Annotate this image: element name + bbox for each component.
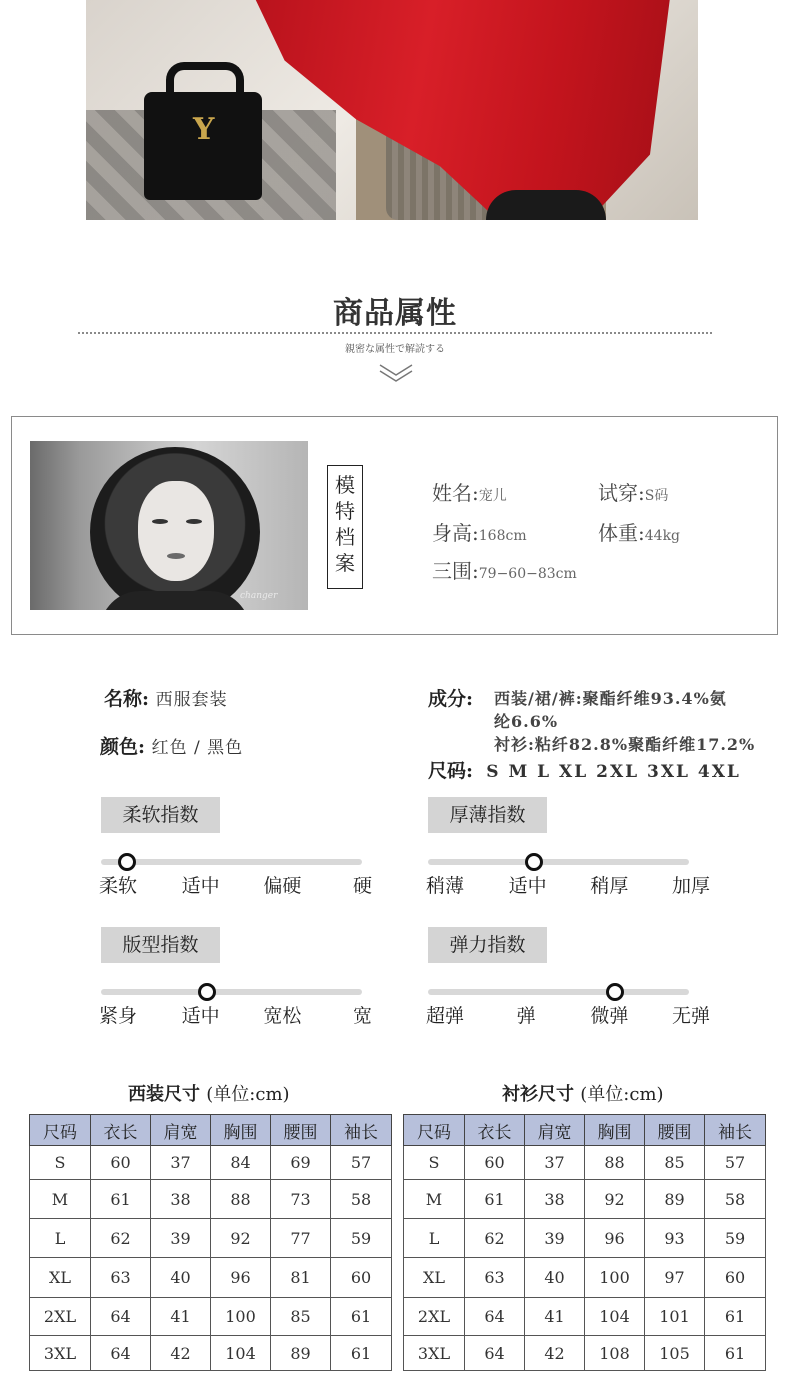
model-measurements: 三围:79−60−83cm	[432, 559, 577, 583]
thickness-index-marker	[525, 853, 543, 871]
shirt-table-cell: 92	[585, 1180, 645, 1219]
shirt-table-cell: 93	[645, 1219, 705, 1258]
product-photo	[86, 0, 698, 220]
softness-option: 硬	[353, 875, 373, 897]
suit-table-cell: M	[30, 1180, 91, 1219]
shirt-table-cell: 96	[585, 1219, 645, 1258]
suit-table-header-cell: 衣长	[91, 1115, 151, 1146]
shirt-table-cell: 57	[705, 1146, 766, 1180]
double-chevron-down-icon	[378, 362, 414, 384]
stretch-index-track	[428, 989, 689, 995]
suit-table-cell: 81	[271, 1258, 331, 1298]
table-row	[30, 1180, 392, 1219]
shirt-table-cell: 42	[525, 1336, 585, 1371]
suit-size-table	[29, 1114, 392, 1371]
photo-watermark: changer	[240, 591, 278, 601]
shirt-table-cell: 38	[525, 1180, 585, 1219]
stretch-index-label: 弹力指数	[428, 927, 547, 963]
suit-table-header-cell: 尺码	[30, 1115, 91, 1146]
thickness-option: 稍薄	[426, 875, 465, 897]
suit-table-cell: 73	[271, 1180, 331, 1219]
shirt-table-cell: 58	[705, 1180, 766, 1219]
model-profile-label	[327, 465, 363, 589]
shirt-table-cell: 62	[465, 1219, 525, 1258]
suit-table-cell: 96	[211, 1258, 271, 1298]
shirt-table-cell: 60	[465, 1146, 525, 1180]
suit-table-cell: 63	[91, 1258, 151, 1298]
suit-table-header-row	[30, 1115, 392, 1146]
suit-table-cell: 84	[211, 1146, 271, 1180]
shirt-table-cell: 37	[525, 1146, 585, 1180]
composition-line-1: 西装/裙/裤:聚酯纤维93.4%氨	[494, 689, 727, 708]
shirt-table-cell: 63	[465, 1258, 525, 1298]
stretch-option: 微弹	[590, 1005, 629, 1027]
shirt-size-table	[403, 1114, 766, 1371]
composition-line-2: 纶6.6%	[494, 712, 559, 731]
shirt-table-header-cell: 尺码	[404, 1115, 465, 1146]
suit-table-cell: 89	[271, 1336, 331, 1371]
table-row	[30, 1258, 392, 1298]
shirt-table-header-cell: 肩宽	[525, 1115, 585, 1146]
suit-table-cell: 69	[271, 1146, 331, 1180]
shirt-table-header-cell: 胸围	[585, 1115, 645, 1146]
shirt-table-cell: 100	[585, 1258, 645, 1298]
table-row	[30, 1298, 392, 1336]
shirt-table-cell: 101	[645, 1298, 705, 1336]
shirt-table-cell: 40	[525, 1258, 585, 1298]
shirt-table-cell: 64	[465, 1298, 525, 1336]
suit-table-header-cell: 袖长	[331, 1115, 392, 1146]
model-name: 姓名:宠儿	[432, 481, 507, 505]
stretch-option: 弹	[516, 1005, 536, 1027]
suit-table-title: 西装尺寸 (单位:cm)	[128, 1084, 290, 1105]
shirt-table-cell: 104	[585, 1298, 645, 1336]
table-row	[404, 1258, 766, 1298]
shirt-table-cell: M	[404, 1180, 465, 1219]
suit-table-header-cell: 腰围	[271, 1115, 331, 1146]
suit-table-cell: 88	[211, 1180, 271, 1219]
table-row	[30, 1336, 392, 1371]
thickness-option: 适中	[508, 875, 547, 897]
suit-table-cell: 62	[91, 1219, 151, 1258]
shirt-table-cell: 105	[645, 1336, 705, 1371]
model-trial-size: 试穿:S码	[598, 481, 669, 505]
suit-table-cell: 59	[331, 1219, 392, 1258]
table-row	[404, 1219, 766, 1258]
softness-index-marker	[118, 853, 136, 871]
suit-table-cell: 104	[211, 1336, 271, 1371]
model-profile-label-char: 档	[335, 525, 355, 549]
shirt-table-cell: 41	[525, 1298, 585, 1336]
model-photo	[30, 441, 308, 610]
shirt-table-cell: 60	[705, 1258, 766, 1298]
suit-table-cell: 39	[151, 1219, 211, 1258]
suit-table-cell: XL	[30, 1258, 91, 1298]
table-row	[30, 1219, 392, 1258]
model-profile-card	[11, 416, 778, 635]
dotted-divider	[78, 332, 712, 334]
softness-index-track	[101, 859, 362, 865]
model-weight: 体重:44kg	[598, 521, 681, 545]
shirt-table-cell: 88	[585, 1146, 645, 1180]
suit-table-cell: 100	[211, 1298, 271, 1336]
softness-index-label: 柔软指数	[101, 797, 220, 833]
fit-option: 紧身	[99, 1005, 138, 1027]
shirt-table-cell: 97	[645, 1258, 705, 1298]
stretch-index-marker	[606, 983, 624, 1001]
composition-line-3: 衬衫:粘纤82.8%聚酯纤维17.2%	[494, 735, 756, 754]
shirt-table-cell: 108	[585, 1336, 645, 1371]
shirt-table-cell: 2XL	[404, 1298, 465, 1336]
fit-index-marker	[198, 983, 216, 1001]
shirt-table-header-cell: 腰围	[645, 1115, 705, 1146]
shirt-table-cell: 59	[705, 1219, 766, 1258]
suit-table-cell: 60	[91, 1146, 151, 1180]
product-sizes: 尺码: S M L XL 2XL 3XL 4XL	[428, 760, 741, 782]
stretch-option: 无弹	[672, 1005, 711, 1027]
suit-table-cell: 61	[331, 1336, 392, 1371]
black-shoe	[486, 190, 606, 220]
thickness-option: 加厚	[672, 875, 711, 897]
suit-table-cell: 64	[91, 1336, 151, 1371]
thickness-index-track	[428, 859, 689, 865]
shirt-table-header-cell: 袖长	[705, 1115, 766, 1146]
suit-table-cell: 92	[211, 1219, 271, 1258]
shirt-table-header-cell: 衣长	[465, 1115, 525, 1146]
shirt-table-title: 衬衫尺寸 (单位:cm)	[502, 1084, 664, 1105]
model-height: 身高:168cm	[432, 521, 527, 545]
thickness-index-label: 厚薄指数	[428, 797, 547, 833]
table-row	[404, 1336, 766, 1371]
shirt-table-cell: 3XL	[404, 1336, 465, 1371]
fit-option: 宽松	[263, 1005, 302, 1027]
suit-table-cell: 58	[331, 1180, 392, 1219]
suit-table-cell: S	[30, 1146, 91, 1180]
shirt-table-cell: S	[404, 1146, 465, 1180]
shirt-table-cell: 85	[645, 1146, 705, 1180]
model-profile-label-char: 案	[335, 551, 355, 575]
shirt-table-cell: L	[404, 1219, 465, 1258]
composition-label: 成分:	[428, 688, 474, 710]
suit-table-cell: 77	[271, 1219, 331, 1258]
fit-option: 适中	[181, 1005, 220, 1027]
table-row	[404, 1146, 766, 1180]
table-row	[404, 1180, 766, 1219]
suit-table-cell: 57	[331, 1146, 392, 1180]
product-color: 颜色: 红色 / 黑色	[100, 736, 244, 758]
section-title: 商品属性	[333, 296, 457, 331]
shirt-table-cell: XL	[404, 1258, 465, 1298]
shirt-table-cell: 89	[645, 1180, 705, 1219]
suit-table-header-cell: 肩宽	[151, 1115, 211, 1146]
suit-table-cell: 2XL	[30, 1298, 91, 1336]
shirt-table-cell: 61	[705, 1298, 766, 1336]
suit-table-cell: 37	[151, 1146, 211, 1180]
section-subtitle: 親密な属性で解読する	[345, 344, 445, 355]
shirt-table-header-row	[404, 1115, 766, 1146]
suit-table-cell: 40	[151, 1258, 211, 1298]
model-profile-label-char: 模	[335, 473, 355, 497]
stretch-option: 超弹	[426, 1005, 465, 1027]
model-profile-label-char: 特	[335, 499, 355, 523]
softness-option: 适中	[181, 875, 220, 897]
suit-table-cell: 3XL	[30, 1336, 91, 1371]
table-row	[404, 1298, 766, 1336]
shirt-table-cell: 61	[705, 1336, 766, 1371]
suit-table-cell: 60	[331, 1258, 392, 1298]
fit-index-label: 版型指数	[101, 927, 220, 963]
suit-table-cell: 38	[151, 1180, 211, 1219]
suit-table-header-cell: 胸围	[211, 1115, 271, 1146]
product-name: 名称: 西服套装	[104, 688, 228, 710]
suit-table-cell: 41	[151, 1298, 211, 1336]
shirt-table-cell: 39	[525, 1219, 585, 1258]
suit-table-cell: 42	[151, 1336, 211, 1371]
shirt-table-cell: 64	[465, 1336, 525, 1371]
model-profile-label-text	[328, 472, 362, 576]
suit-table-cell: 64	[91, 1298, 151, 1336]
handbag-logo: Y	[193, 112, 215, 147]
suit-table-cell: 85	[271, 1298, 331, 1336]
shirt-table-cell: 61	[465, 1180, 525, 1219]
suit-table-cell: L	[30, 1219, 91, 1258]
softness-option: 偏硬	[263, 875, 302, 897]
suit-table-cell: 61	[331, 1298, 392, 1336]
suit-table-cell: 61	[91, 1180, 151, 1219]
thickness-option: 稍厚	[590, 875, 629, 897]
softness-option: 柔软	[99, 875, 138, 897]
table-row	[30, 1146, 392, 1180]
fit-index-track	[101, 989, 362, 995]
fit-option: 宽	[353, 1005, 373, 1027]
